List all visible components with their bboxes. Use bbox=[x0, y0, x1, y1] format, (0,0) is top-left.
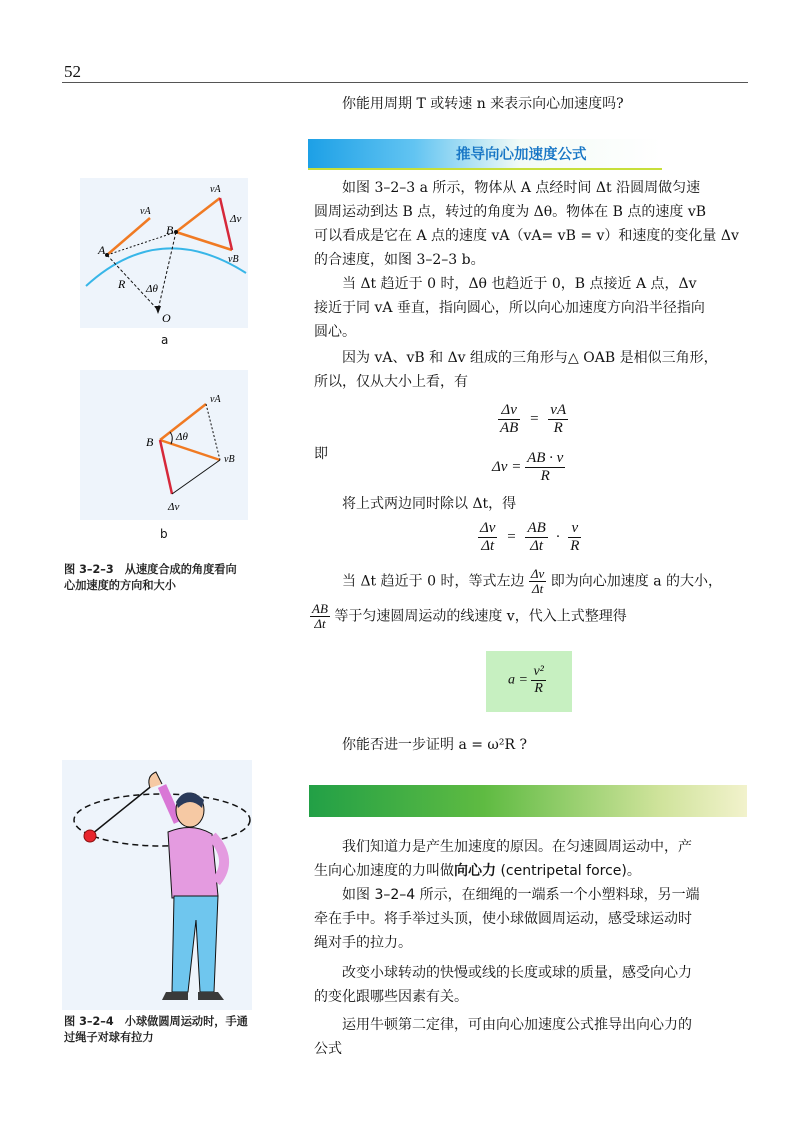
frac-num: AB · v bbox=[527, 450, 564, 466]
para-line: 圆心。 bbox=[314, 324, 356, 340]
para-line: 当 Δt 趋近于 0 时，Δθ 也趋近于 0，B 点接近 A 点，Δv bbox=[342, 276, 697, 292]
frac-den: R bbox=[570, 538, 580, 554]
frac-num: Δv bbox=[530, 566, 545, 581]
caption-line: 图 3–2–4 小球做圆周运动时，手通 bbox=[64, 1015, 248, 1028]
para-line bbox=[314, 859, 641, 883]
section-title: 推导向心加速度公式 bbox=[456, 147, 587, 163]
figure-3-2-3b bbox=[80, 370, 248, 520]
caption-line: 过绳子对球有拉力 bbox=[64, 1031, 154, 1044]
figure-caption bbox=[64, 1014, 248, 1046]
para-line bbox=[342, 567, 722, 596]
term-centripetal-force: 向心力 bbox=[454, 863, 496, 879]
frac-num: v² bbox=[533, 664, 544, 679]
frac-num: AB bbox=[527, 520, 546, 536]
figure-3-2-4 bbox=[62, 760, 252, 1010]
label-dv: Δv bbox=[168, 501, 180, 513]
para-text: (centripetal force)。 bbox=[496, 863, 641, 879]
label-dtheta: Δθ bbox=[176, 431, 188, 443]
para-line: 如图 3–2–4 所示，在细绳的一端系一个小塑料球，另一端 bbox=[342, 887, 700, 903]
label-va: vA bbox=[210, 394, 221, 405]
para-line: 因为 vA、vB 和 Δv 组成的三角形与△ OAB 是相似三角形， bbox=[342, 350, 718, 366]
point-b bbox=[174, 230, 178, 234]
header-rule bbox=[62, 82, 748, 83]
para-line: 所以，仅从大小上看，有 bbox=[314, 374, 468, 390]
formula-lhs: a = bbox=[508, 672, 528, 688]
label-vb: vB bbox=[224, 454, 235, 465]
dot-operator: · bbox=[555, 528, 561, 545]
formula-lhs: Δv = bbox=[492, 458, 522, 475]
para-text: 等于匀速圆周运动的线速度 v，代入上式整理得 bbox=[334, 608, 627, 625]
equals-sign: = bbox=[530, 410, 539, 427]
ji-label: 即 bbox=[314, 446, 328, 462]
label-va2: vA bbox=[210, 184, 221, 195]
frac-num: Δv bbox=[480, 520, 496, 536]
para-line: 的合速度，如图 3–2–3 b。 bbox=[314, 252, 485, 268]
frac-num: v bbox=[568, 520, 581, 538]
para-line: 如图 3–2–3 a 所示，物体从 A 点经时间 Δt 沿圆周做匀速 bbox=[342, 180, 701, 196]
frac-den: Δt bbox=[481, 538, 495, 554]
ball bbox=[84, 830, 96, 842]
label-a: A bbox=[98, 243, 106, 257]
para-line: 将上式两边同时除以 Δt，得 bbox=[342, 496, 517, 512]
label-b: B bbox=[146, 435, 154, 449]
frac-den: AB bbox=[500, 420, 519, 436]
figure-background bbox=[62, 760, 252, 1010]
frac-den: Δt bbox=[530, 538, 544, 554]
para-text: 生向心加速度的力叫做 bbox=[314, 863, 454, 879]
para-line: 的变化跟哪些因素有关。 bbox=[314, 989, 468, 1005]
figure-background bbox=[80, 370, 248, 520]
frac-num: vA bbox=[550, 402, 567, 418]
section-band-green bbox=[309, 785, 747, 817]
frac-num: Δv bbox=[498, 402, 520, 420]
label-o: O bbox=[162, 311, 171, 325]
formula-centripetal-acceleration bbox=[508, 664, 546, 697]
page-number: 52 bbox=[64, 62, 81, 81]
caption-line: 图 3–2–3 从速度合成的角度看向 bbox=[64, 563, 237, 576]
para-text: 当 Δt 趋近于 0 时，等式左边 bbox=[342, 573, 525, 590]
label-vb: vB bbox=[228, 254, 239, 265]
para-line: 改变小球转动的快慢或线的长度或球的质量，感受向心力 bbox=[342, 965, 692, 981]
para-line: 公式 bbox=[314, 1041, 342, 1057]
figure-3-2-3a bbox=[80, 178, 248, 328]
label-va: vA bbox=[140, 206, 151, 217]
para-text: 即为向心加速度 a 的大小， bbox=[550, 573, 723, 590]
formula-similar-triangles bbox=[498, 402, 568, 437]
formula-divided bbox=[478, 520, 581, 555]
para-line: 可以看成是它在 A 点的速度 vA（vA= vB = v）和速度的变化量 Δv bbox=[314, 228, 739, 244]
para-line: 圆周运动到达 B 点，转过的角度为 Δθ。物体在 B 点的速度 vB bbox=[314, 204, 707, 220]
question-period: 你能用周期 T 或转速 n 来表示向心加速度吗? bbox=[342, 96, 624, 112]
question-omega: 你能否进一步证明 a = ω²R ? bbox=[342, 737, 527, 753]
caption-line: 心加速度的方向和大小 bbox=[64, 579, 176, 592]
frac-den: Δt bbox=[531, 581, 544, 596]
label-b: B bbox=[166, 223, 174, 237]
para-line: 接近于同 vA 垂直，指向圆心，所以向心加速度方向沿半径指向 bbox=[314, 300, 705, 316]
label-dv: Δv bbox=[230, 213, 242, 225]
figure-a-label: a bbox=[161, 333, 169, 347]
equals-sign: = bbox=[507, 528, 516, 545]
figure-b-label: b bbox=[160, 527, 168, 541]
shoe-left bbox=[162, 992, 188, 1000]
para-line: 运用牛顿第二定律，可由向心加速度公式推导出向心力的 bbox=[342, 1017, 692, 1033]
para-line: 我们知道力是产生加速度的原因。在匀速圆周运动中，产 bbox=[342, 839, 692, 855]
section-underline bbox=[308, 168, 662, 170]
point-a bbox=[105, 253, 109, 257]
frac-den: R bbox=[540, 468, 550, 484]
label-r: R bbox=[118, 277, 126, 291]
para-line bbox=[310, 602, 627, 631]
figure-caption bbox=[64, 562, 237, 594]
frac-den: Δt bbox=[314, 616, 326, 631]
para-line: 绳对手的拉力。 bbox=[314, 935, 412, 951]
para-line: 牵在手中。将手举过头顶，使小球做圆周运动，感受球运动时 bbox=[314, 911, 692, 927]
frac-den: R bbox=[553, 420, 563, 436]
frac-den: R bbox=[534, 681, 543, 696]
formula-delta-v bbox=[492, 450, 565, 485]
label-dtheta: Δθ bbox=[146, 283, 158, 295]
frac-num: AB bbox=[312, 601, 328, 616]
